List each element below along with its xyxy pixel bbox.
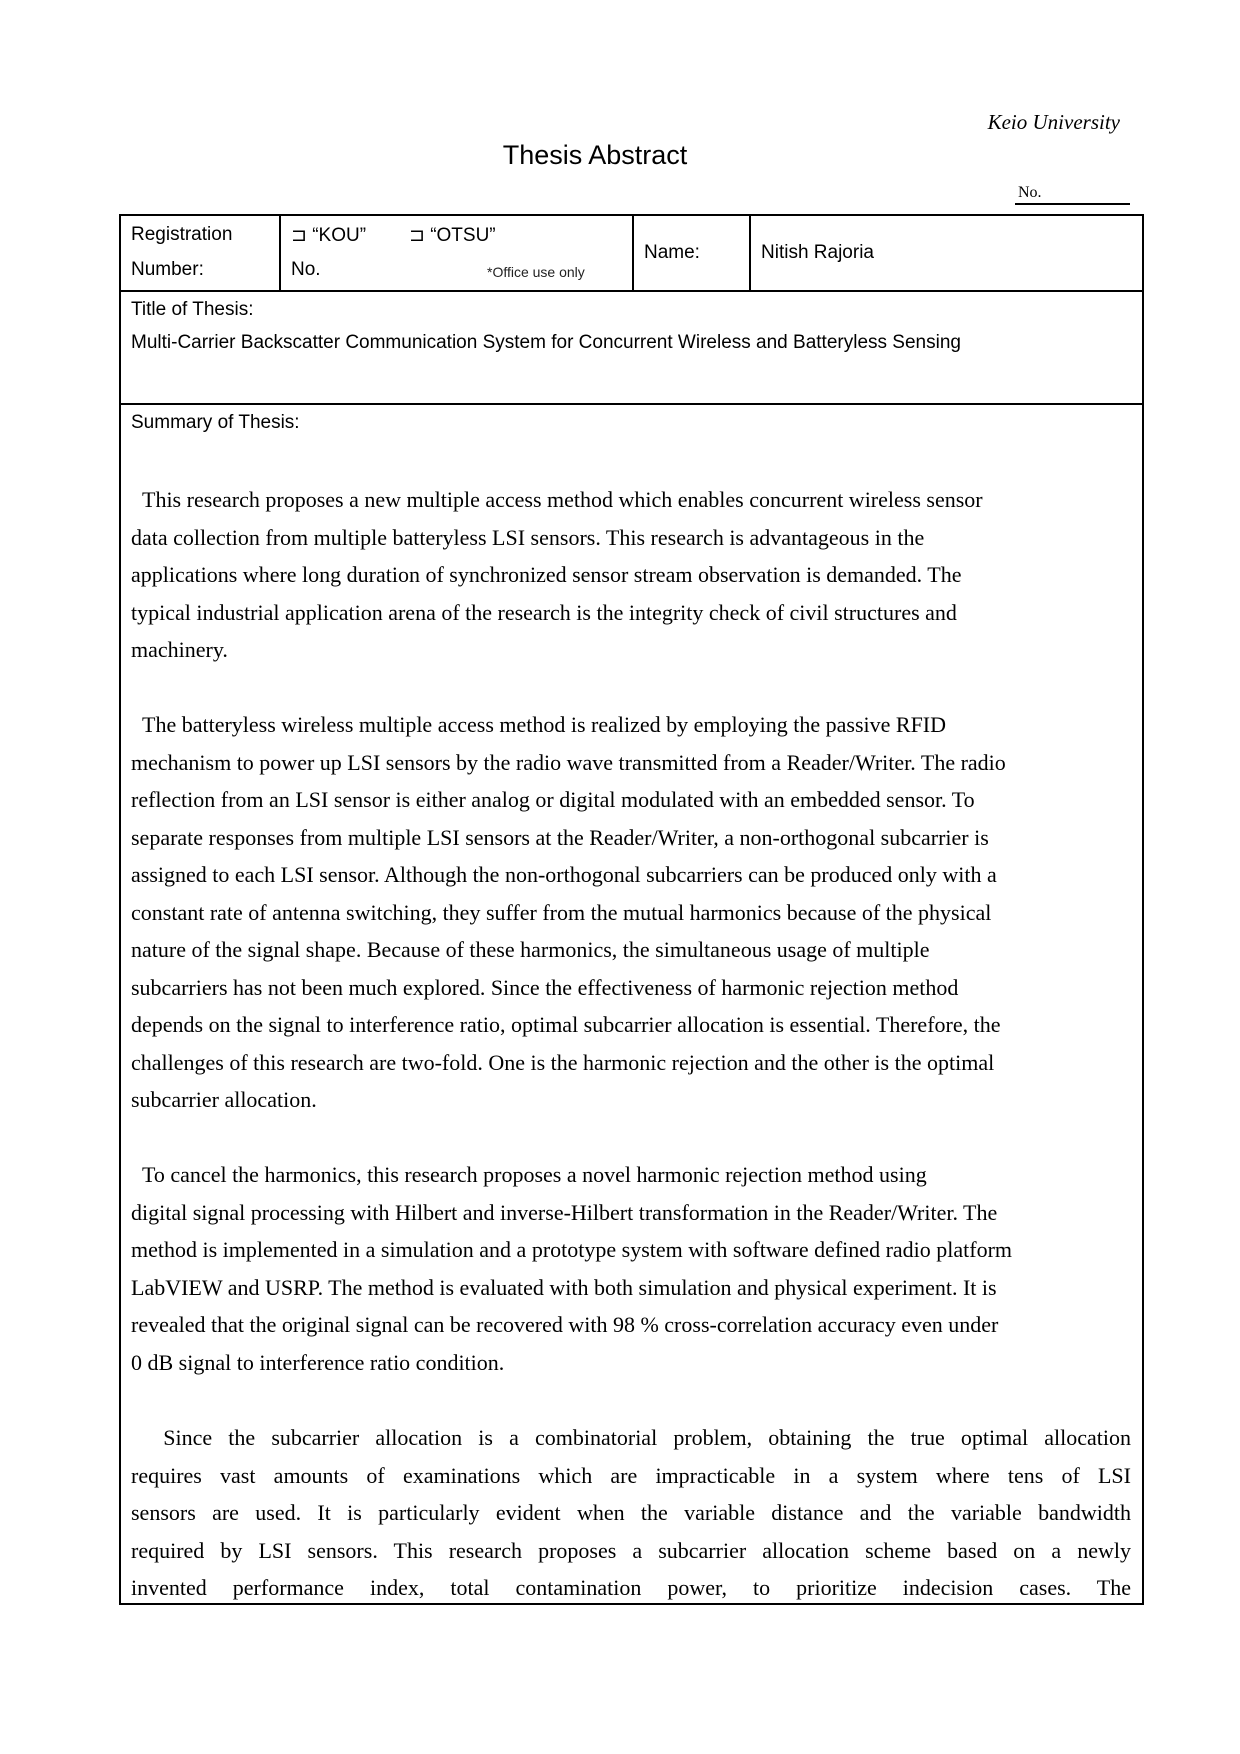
text-line: digital signal processing with Hilbert and inverse-Hilbert transformation in the Reader/Writer. The	[131, 1199, 998, 1225]
thesis-title-value: Multi-Carrier Backscatter Communication System for Concurrent Wireless and Batteryless Sensing	[131, 332, 961, 353]
office-use-note: *Office use only	[487, 264, 585, 280]
text-line: subcarrier allocation.	[131, 1087, 317, 1112]
registration-no-label: No.	[291, 259, 321, 280]
text-line: applications where long duration of synchronized sensor stream observation is demanded. The	[131, 562, 962, 587]
document-title: Thesis Abstract	[502, 140, 688, 170]
text-line: revealed that the original signal can be recovered with 98 % cross-correlation accuracy even under	[131, 1312, 999, 1337]
text-line: constant rate of antenna switching, they suffer from the mutual harmonics because of the physical	[131, 899, 992, 925]
registration-number-cell	[281, 216, 634, 290]
summary-row	[121, 405, 1142, 1603]
university-name: Keio University	[987, 110, 1120, 134]
text-line: This research proposes a new multiple access method which enables concurrent wireless sensor	[131, 487, 983, 512]
summary-paragraph-3	[131, 1156, 1131, 1381]
summary-paragraph-4	[131, 1419, 1131, 1607]
text-line: sensors are used. It is particularly evident when the variable distance and the variable bandwidth	[131, 1500, 1131, 1525]
text-line: required by LSI sensors. This research proposes a subcarrier allocation scheme based on a newly	[131, 1537, 1131, 1563]
thesis-title-row	[121, 292, 1142, 405]
document-number-field: No.	[1015, 183, 1130, 205]
abstract-form-table	[119, 214, 1144, 1605]
text-line: nature of the signal shape. Because of these harmonics, the simultaneous usage of multiple	[131, 937, 930, 962]
text-line: requires vast amounts of examinations which are impracticable in a system where tens of LSI	[131, 1462, 1131, 1488]
text-line: depends on the signal to interference ratio, optimal subcarrier allocation is essential. Therefore, the	[131, 1012, 1001, 1037]
text-line: The batteryless wireless multiple access method is realized by employing the passive RFID	[131, 712, 947, 737]
text-line: separate responses from multiple LSI sensors at the Reader/Writer, a non-orthogonal subcarrier is	[131, 824, 989, 850]
text-line: typical industrial application arena of the research is the integrity check of civil structures and	[131, 599, 957, 625]
registration-row	[121, 216, 1142, 292]
text-line: LabVIEW and USRP. The method is evaluated with both simulation and physical experiment. It is	[131, 1274, 997, 1300]
text-line: method is implemented in a simulation and a prototype system with software defined radio platform	[131, 1237, 1013, 1262]
text-line: Since the subcarrier allocation is a combinatorial problem, obtaining the true optimal allocation	[131, 1425, 1131, 1450]
text-line: invented performance index, total contamination power, to prioritize indecision cases. The	[131, 1575, 1131, 1600]
thesis-title-label: Title of Thesis:	[131, 299, 254, 320]
summary-paragraph-1	[131, 481, 1131, 669]
text-line: subcarriers has not been much explored. Since the effectiveness of harmonic rejection method	[131, 974, 959, 1000]
name-value: Nitish Rajoria	[761, 242, 874, 263]
text-line: reflection from an LSI sensor is either analog or digital modulated with an embedded sensor. To	[131, 787, 975, 812]
text-line: mechanism to power up LSI sensors by the radio wave transmitted from a Reader/Writer. The radio	[131, 749, 1006, 775]
name-value-cell	[751, 216, 1142, 290]
checkbox-otsu[interactable]: ⊐ “OTSU”	[409, 225, 496, 246]
registration-label-cell	[121, 216, 281, 290]
text-line: data collection from multiple batteryless LSI sensors. This research is advantageous in the	[131, 524, 925, 550]
registration-label-line2: Number:	[131, 259, 204, 280]
name-label: Name:	[644, 242, 700, 263]
text-line: To cancel the harmonics, this research proposes a novel harmonic rejection method using	[131, 1162, 927, 1187]
checkbox-kou[interactable]: ⊐ “KOU”	[291, 225, 367, 246]
name-label-cell	[634, 216, 751, 290]
text-line: machinery.	[131, 637, 228, 662]
summary-paragraph-2	[131, 706, 1131, 1119]
text-line: 0 dB signal to interference ratio condition.	[131, 1349, 505, 1375]
summary-label: Summary of Thesis:	[131, 412, 300, 433]
text-line: challenges of this research are two-fold. One is the harmonic rejection and the other is the optimal	[131, 1049, 995, 1075]
text-line: assigned to each LSI sensor. Although the non-orthogonal subcarriers can be produced only with a	[131, 862, 997, 887]
registration-label-line1: Registration	[131, 224, 233, 245]
